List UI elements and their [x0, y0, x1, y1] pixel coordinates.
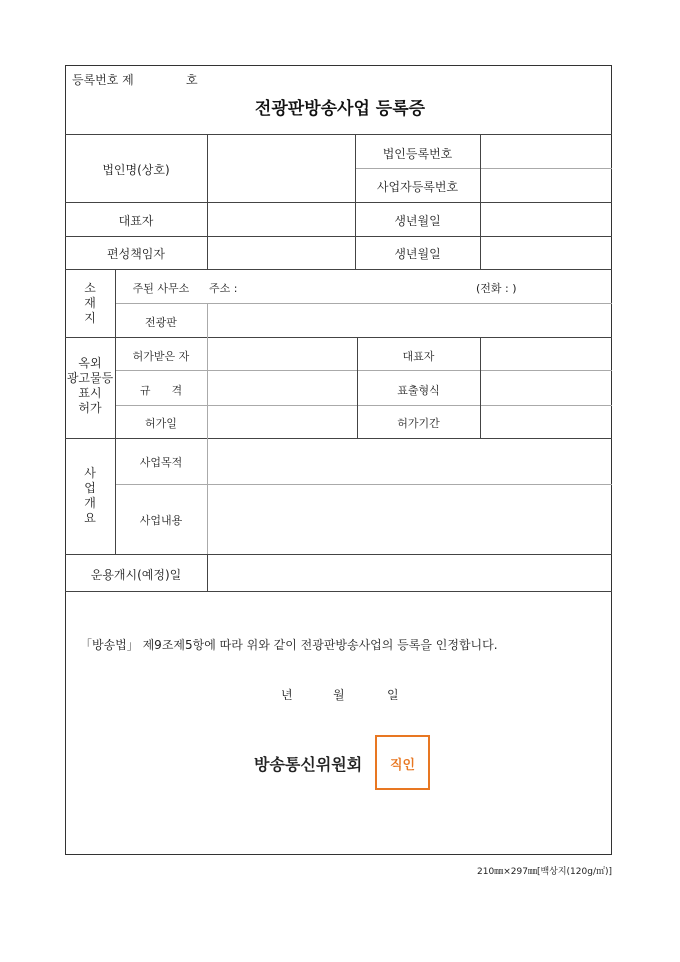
seal-text: 직인	[389, 758, 416, 773]
representative-label: 대표자	[118, 214, 154, 228]
permit-period-label: 허가기간	[397, 417, 440, 430]
document-title: 전광판방송사업 등록증	[254, 99, 426, 119]
main-office-label: 주된 사무소	[132, 282, 190, 295]
display-type-label: 표출형식	[397, 384, 440, 397]
grid-line	[207, 554, 208, 591]
official-seal	[375, 735, 430, 790]
issuer-name: 방송통신위원회	[254, 755, 363, 774]
permit-representative-label: 대표자	[402, 350, 435, 363]
grid-line	[480, 337, 481, 438]
business-content-label: 사업내용	[139, 514, 183, 527]
grid-line	[115, 405, 612, 406]
registration-number-label: 등록번호 제	[72, 73, 134, 87]
year-label: 년	[281, 688, 293, 702]
grid-line	[65, 554, 612, 555]
month-label: 월	[333, 688, 345, 702]
grid-line	[65, 337, 612, 338]
corp-name-label: 법인명(상호)	[102, 163, 170, 177]
grid-line	[65, 202, 612, 203]
corp-reg-no-label: 법인등록번호	[382, 147, 453, 161]
birth-date-label: 생년월일	[394, 247, 441, 261]
grid-line	[65, 134, 612, 135]
permit-holder-label: 허가받은 자	[132, 350, 190, 363]
start-date-label: 운용개시(예정)일	[90, 568, 182, 582]
day-label: 일	[387, 688, 399, 702]
paper-spec-note: 210㎜×297㎜[백상지(120g/㎡)]	[477, 867, 612, 877]
address-label: 주소 :	[209, 282, 238, 295]
permit-group-label: 옥외 광고물등 표시 허가	[66, 356, 114, 415]
phone-label: (전화 : )	[476, 282, 517, 295]
birth-date-label: 생년월일	[394, 214, 441, 228]
biz-reg-no-label: 사업자등록번호	[376, 180, 459, 194]
registration-number-suffix: 호	[186, 73, 198, 87]
grid-line	[355, 168, 612, 169]
grid-line	[207, 134, 208, 269]
grid-line	[207, 303, 208, 554]
grid-line	[65, 591, 612, 592]
permit-date-label: 허가일	[145, 417, 177, 430]
location-group-label: 소 재 지	[84, 281, 96, 325]
grid-line	[115, 484, 612, 485]
grid-line	[115, 370, 612, 371]
billboard-label: 전광판	[145, 316, 177, 329]
certification-statement: 「방송법」 제9조제5항에 따라 위와 같이 전광판방송사업의 등록을 인정합니다.	[80, 638, 498, 652]
grid-line	[480, 134, 481, 269]
business-group-label: 사 업 개 요	[84, 466, 96, 525]
grid-line	[65, 438, 612, 439]
business-purpose-label: 사업목적	[139, 456, 183, 469]
spec-label: 규 격	[139, 384, 183, 397]
grid-line	[65, 236, 612, 237]
editor-in-chief-label: 편성책임자	[107, 247, 165, 261]
grid-line	[65, 269, 612, 270]
grid-line	[115, 303, 612, 304]
